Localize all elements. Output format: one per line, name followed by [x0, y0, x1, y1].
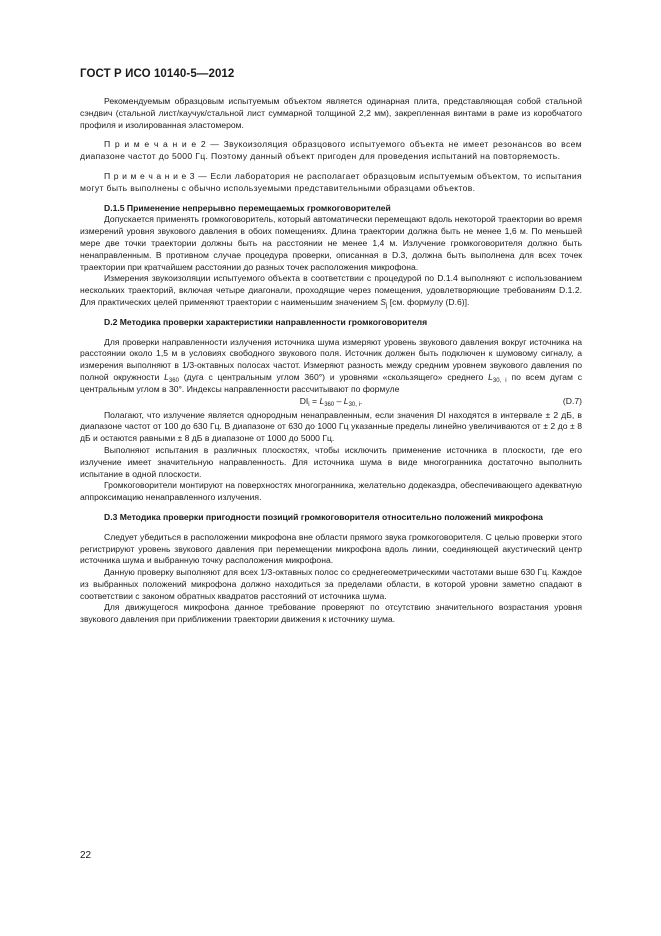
page-number: 22 — [80, 850, 92, 861]
paragraph: Для проверки направленности излучения источника шума измеряют уровень звукового давления вокруг источника на расстоянии около 1,5 м в условиях свободного звукового поля. Источник должен быть подключен к шумовому сигналу, а измерения выполняют в 1/3-октавных полосах частот. Измеряют разность между средним уровнем звукового давления по полной окружности $L_{360}$ (дуга с центральным углом 360°) и уровнями «скользящего» среднего $L_{30, i}$ по всем дугам с центральным углом в 30°. Индексы направленности рассчитывают по формуле — [80, 336, 583, 394]
paragraph: Измерения звукоизоляции испытуемого объекта в соответствии с процедурой по D.1.4 выполняют с использованием нескольких траекторий, включая четыре диагонали, проходящие через помещения, удовлетворяющие требованиям D.1.2. Для практических целей применяют траектории с наименьшим значением $S_j$ [см. формулу (D.6)]. — [80, 273, 582, 309]
paragraph: Следует убедиться в расположении микрофона вне области прямого звука громкоговорителя. С целью проверки этого регистрируют уровень звукового давления при перемещении микрофона вдоль линии, соединяющей акустический центр источника шума и выбранную точку расположения микрофона. — [80, 531, 582, 566]
formula-d7: $DI_i = L_{360} - L_{30, i}$. (D.7) — [299, 395, 582, 408]
paragraph: Полагают, что излучение является однородным ненаправленным, если значения DI находятся в интервале ± 2 дБ, в диапазоне частот от 100 до 630 Гц. В диапазоне от 630 до 1000 Гц указанные пределы линейно увеличиваются от ± 2 до ± 8 дБ и остаются равными ± 8 дБ в диапазоне от 1000 до 5000 Гц. — [80, 409, 582, 444]
document-header: ГОСТ Р ИСО 10140-5—2012 — [80, 68, 235, 80]
page-content — [80, 96, 582, 626]
note-2: П р и м е ч а н и е 2 — Звукоизоляция образцового испытуемого объекта не имеет резонансов во всем диапазоне частот до 5000 Гц. Поэтому данный объект пригоден для проведения испытаний на повторяемость. — [80, 139, 582, 162]
formula-number: (D.7) — [562, 395, 582, 406]
section-heading-d2: D.2 Методика проверки характеристики направленности громкоговорителя — [104, 316, 428, 327]
section-heading-d15: D.1.5 Применение непрерывно перемещаемых громкоговорителей — [104, 202, 391, 213]
note-3: П р и м е ч а н и е 3 — Если лаборатория не располагает образцовым испытуемым объектом, то испытания могут быть выполнены с обычно используемыми представительными образцами объектов. — [80, 170, 582, 193]
paragraph: Рекомендуемым образцовым испытуемым объектом является одинарная плита, представляющая собой стальной сэндвич (стальной лист/каучук/стальной лист суммарной толщиной 2,2 мм), закрепленная винтами в раме из коробчатого профиля и изолированная эластомером. — [80, 96, 582, 130]
paragraph: Выполняют испытания в различных плоскостях, чтобы исключить применение источника в плоскости, где его излучение имеет значительную направленность. Для источника шума в виде многогранника достаточно выполнить испытание в одной плоскости. — [80, 444, 582, 479]
paragraph: Допускается применять громкоговоритель, который автоматически перемещают вдоль некоторой траектории во время измерений уровня звукового давления в обоих помещениях. Длина траектории должна быть не менее 1,6 м. По меньшей мере две точки траектории должны быть на расстоянии не менее 1,4 м. Излучение громкоговорителя должно быть ненаправленным. В противном случае процедура проверки, описанная в D.3, должна быть выполнена для всех точек траектории при кратчайшем расстоянии до разных точек расположения микрофона. — [80, 214, 582, 272]
paragraph: Громкоговорители монтируют на поверхностях многогранника, желательно додекаэдра, обеспечивающего адекватную аппроксимацию ненаправленного излучения. — [80, 480, 582, 503]
section-heading-d3: D.3 Методика проверки пригодности позиций громкоговорителя относительно положений микрофона — [104, 511, 543, 522]
paragraph: Для движущегося микрофона данное требование проверяют по отсутствию значительного возрастания уровня звукового давления при приближении траектории движения к источнику шума. — [80, 602, 582, 625]
paragraph: Данную проверку выполняют для всех 1/3-октавных полос со среднегеометрическими частотами выше 630 Гц. Каждое из выбранных положений микрофона должно находиться за пределами области, в которой уровни заметно спадают в соответствии с законом обратных квадратов расстояний от источника шума. — [80, 567, 582, 601]
